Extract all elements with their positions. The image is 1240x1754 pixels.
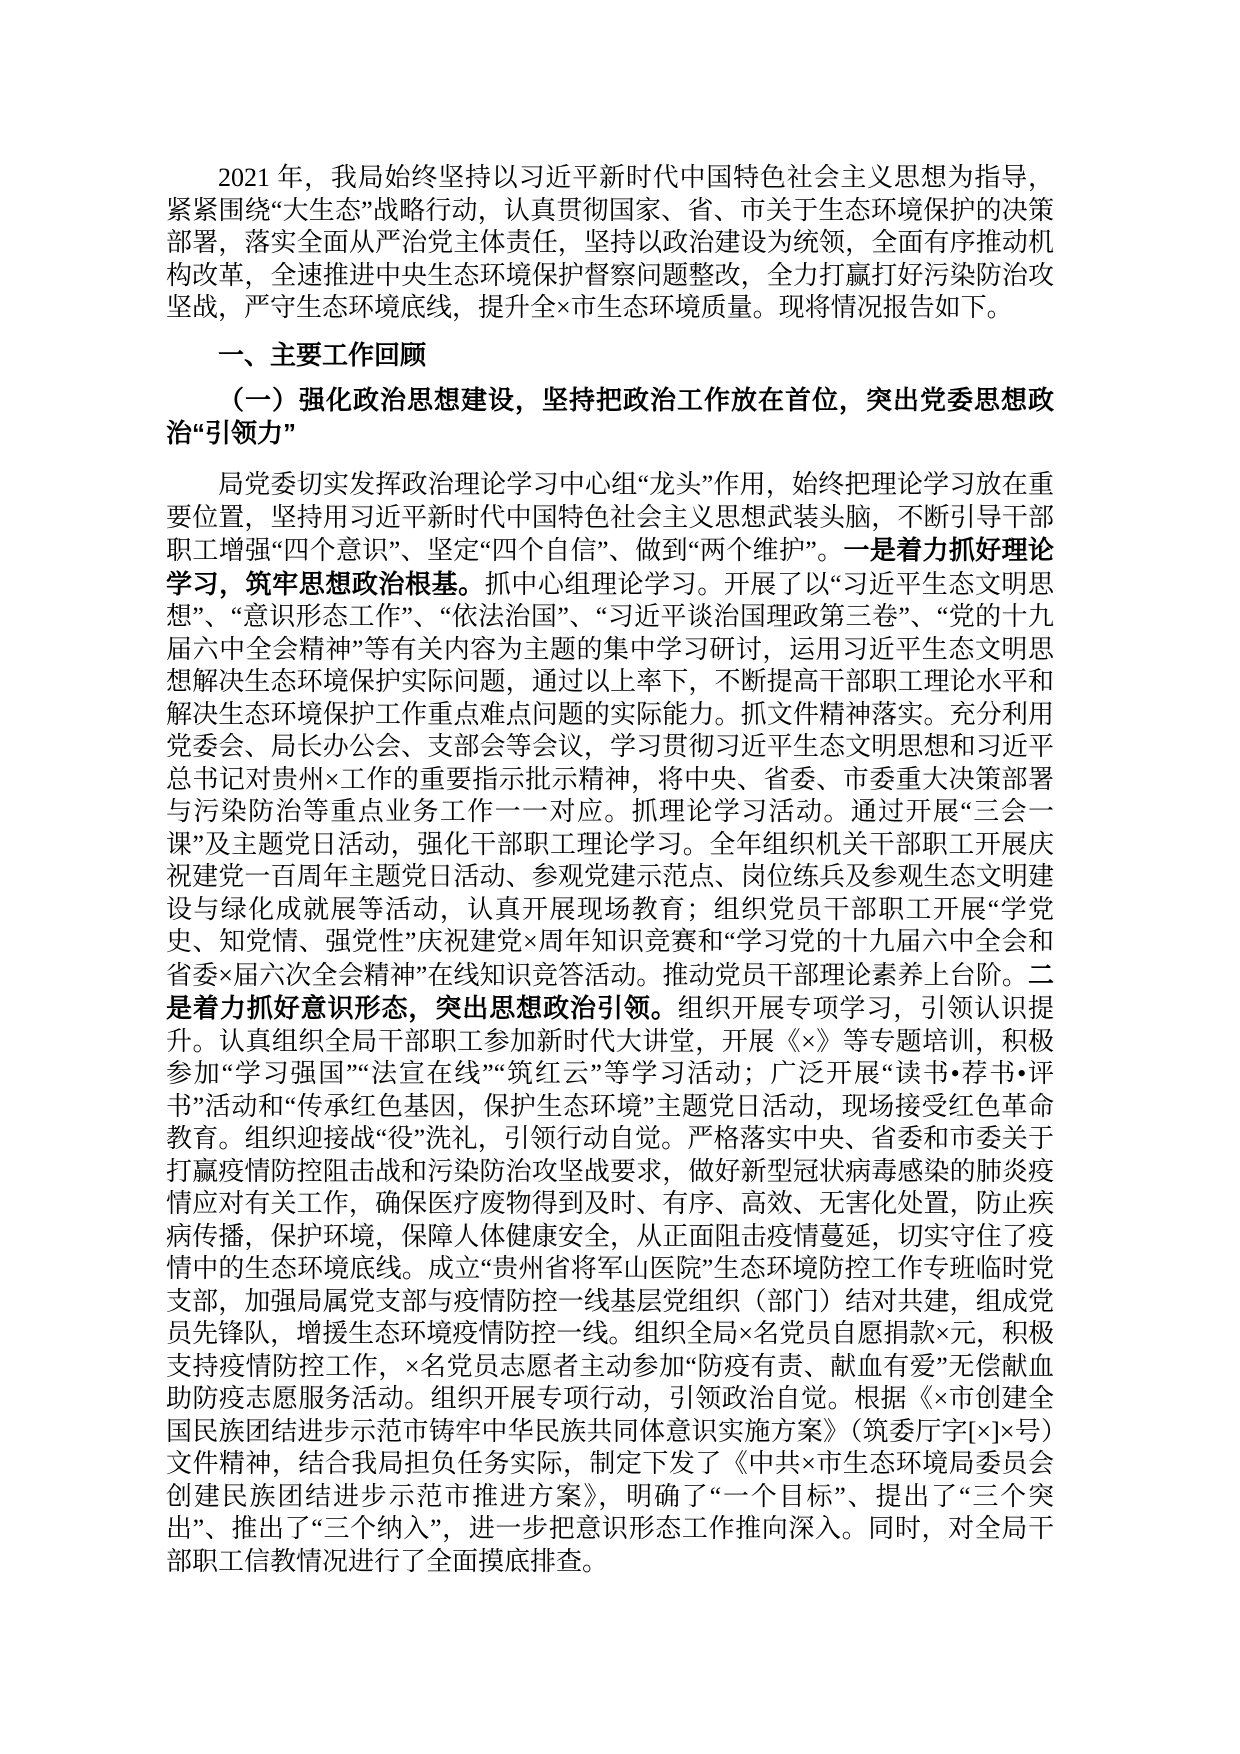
section-heading: 一、主要工作回顾 bbox=[218, 339, 427, 370]
body-run-5: 组织开展专项学习，引领认识提升。认真组织全局干部职工参加新时代大讲堂，开展《×》等专题培训，积极参加“学习强国”“法宣在线”“筑红云”等学习活动；广泛开展“读书•荐书•评书”活动和“传承红色基因，保护生态环境”主题党日活动，现场接受红色革命教育。组织迎接战“役”洗礼，引领行动自觉。严格落实中央、省委和市委关于打赢疫情防控阻击战和污染防治攻坚战要求，做好新型冠状病毒感染的肺炎疫情应对有关工作，确保医疗废物得到及时、有序、高效、无害化处置，防止疾病传播，保护环境，保障人体健康安全，从正面阻击疫情蔓延，切实守住了疫情中的生态环境底线。成立“贵州省将军山医院”生态环境防控工作专班临时党支部，加强局属党支部与疫情防控一线基层党组织（部门）结对共建，组成党员先锋队，增援生态环境疫情防控一线。组织全局×名党员自愿捐款×元，积极支持疫情防控工作，×名党员志愿者主动参加“防疫有责、献血有爱”无偿献血助防疫志愿服务活动。组织开展专项行动，引领政治自觉。根据《×市创建全国民族团结进步示范市铸牢中华民族共同体意识实施方案》（筑委厅字[×]×号）文件精神，结合我局担负任务实际，制定下发了《中共×市生态环境局委员会创建民族团结进步示范市推进方案》，明确了“一个目标”、提出了“三个突出”、推出了“三个纳入”，进一步把意识形态工作推向深入。同时，对全局干部职工信教情况进行了全面摸底排查。 bbox=[166, 994, 1054, 1576]
intro-paragraph: 2021 年，我局始终坚持以习近平新时代中国特色社会主义思想为指导，紧紧围绕“大生态”战略行动，认真贯彻国家、省、市关于生态环境保护的决策部署，落实全面从严治党主体责任，坚持以政治建设为统领，全面有序推动机构改革，全速推进中央生态环境保护督察问题整改，全力打赢打好污染防治攻坚战，严守生态环境底线，提升全×市生态环境质量。现将情况报告如下。 bbox=[166, 163, 1054, 322]
body-run-4-bold-lead: 二是着力抓好意识形态，突出思想政治引领。 bbox=[166, 959, 1054, 1023]
body-paragraph bbox=[166, 469, 1054, 1578]
body-run-1: 局党委切实发挥政治理论学习中心组“龙头”作用，始终把理论学习放在重要位置，坚持用习近平新时代中国特色社会主义思想武装头脑，不断引导干部职工增强“四个意识”、坚定“四个自信”、做到“两个维护”。 bbox=[166, 470, 1054, 565]
body-run-2-bold-lead: 一是着力抓好理论学习，筑牢思想政治根基。 bbox=[166, 535, 1054, 599]
subsection-heading: （一）强化政治思想建设，坚持把政治工作放在首位，突出党委思想政治“引领力” bbox=[166, 385, 1054, 448]
body-run-3: 抓中心组理论学习。开展了以“习近平生态文明思想”、“意识形态工作”、“依法治国”、“习近平谈治国理政第三卷”、“党的十九届六中全会精神”等有关内容为主题的集中学习研讨，运用习近平生态文明思想解决生态环境保护实际问题，通过以上率下，不断提高干部职工理论水平和解决生态环境保护工作重点难点问题的实际能力。抓文件精神落实。充分利用党委会、局长办公会、支部会等会议，学习贯彻习近平生态文明思想和习近平总书记对贵州×工作的重要指示批示精神，将中央、省委、市委重大决策部署与污染防治等重点业务工作一一对应。抓理论学习活动。通过开展“三会一课”及主题党日活动，强化干部职工理论学习。全年组织机关干部职工开展庆祝建党一百周年主题党日活动、参观党建示范点、岗位练兵及参观生态文明建设与绿化成就展等活动，认真开展现场教育；组织党员干部职工开展“学党史、知党情、强党性”庆祝建党×周年知识竞赛和“学习党的十九届六中全会和省委×届六次全会精神”在线知识竞答活动。推动党员干部理论素养上台阶。 bbox=[166, 569, 1054, 990]
